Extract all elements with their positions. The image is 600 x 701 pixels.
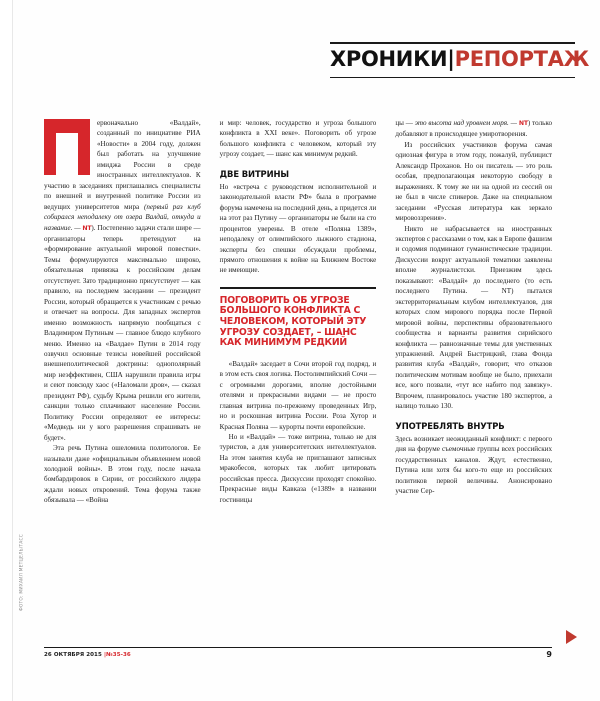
column3-paragraph-4: Здесь возникает неожиданный конфликт: с первого дня на форуме съемочные группы всех российских государственных каналов. Ждут, естественно, Путина или хотя бы кого-то еще из российских политиков первой величины. Анонсировано участие Сер- — [395, 434, 553, 495]
article-column-3 — [395, 118, 552, 636]
c3-p1-italic: это высота над уровнем моря. — — [414, 119, 519, 127]
page-number: 9 — [546, 650, 552, 659]
pull-quote-text: ПОГОВОРИТЬ ОБ УГРОЗЕ БОЛЬШОГО КОНФЛИКТА С ЧЕЛОВЕКОМ, КОТОРЫЙ ЭТУ УГРОЗУ СОЗДАЕТ, – ШАНС КАК МИНИМУМ РЕДКИЙ — [219, 294, 367, 349]
c3-p1-a: цы — — [395, 119, 415, 127]
footer-issue-line — [44, 652, 131, 658]
masthead-section-chronicles: ХРОНИКИ — [330, 47, 448, 71]
column2-paragraph-1: и мир: человек, государство и угроза большого конфликта в XXI веке». Поговорить об угрозе большого конфликта с человеком, который эту угрозу создает, — шанс как минимум редкий. — [219, 119, 377, 159]
c1-p1-italic: (первый раз клуб собирался неподалеку от озера Валдай, откуда и название. — — [44, 202, 201, 232]
c1-p1-b: ). Постепенно задачи стали шире — организаторы теперь претендуют на «формирование актуальной мировой повестки». Темы формулируются максимально широко, обязательная привязка к российским делам отсутствует. Зато традиционно присутствует — как правило, на последнем заседании — президент России, который обращается к участникам с речью и отвечает на вопросы. Для западных экспертов именно возможность напрямую пообщаться с Владимиром Путиным — главное блюдо клубного меню. Именно на «Валдае» Путин в 2014 году озвучил основные тезисы новейшей российской внешнеполитической доктрины: однополярный мир неэффективен, США нарушили правила игры и сеют повсюду хаос («Наломали дров», — сказал президент РФ), судьбу Крыма решили его жители, санкции только сплачивают население России. Политику России определяют ее интересы: «Медведь ни у кого разрешения спрашивать не будет». — [44, 223, 201, 442]
footer-rule — [44, 647, 552, 648]
masthead-separator: | — [447, 47, 455, 71]
masthead-rule-bottom — [330, 77, 575, 78]
nt-marker: NT — [82, 224, 92, 232]
dropcap-wrapper — [44, 118, 201, 443]
dropcap-letter-p — [44, 119, 90, 175]
article-columns — [44, 118, 552, 636]
c1-p1-a: ервоначально «Валдай», созданный по инициативе РИА «Новости» в 2004 году, должен был работать на улучшение имиджа России в среде иностранных интеллектуалов. К участию в заседаниях приглашались специалисты по внешней и внутренней политике России из ведущих университетов мира — [44, 119, 201, 211]
pull-quote-rule — [220, 287, 377, 289]
column2-paragraph-3: «Валдай» заседает в Сочи второй год подряд, и в этом есть своя логика. Постолимпийский Сочи — с огромными дорогами, вполне достойными отелями и прекрасными видами — не просто главная витрина по-прежнему проведенных Игр, но и роскошная витрина России. Роза Хутор и Красная Поляна — курорты почти европейские. — [219, 359, 377, 431]
footer-separator: | — [103, 652, 107, 658]
nt-marker-2: NT — [518, 120, 528, 127]
next-page-arrow-icon — [566, 630, 577, 644]
column3-paragraph-1 — [395, 118, 552, 140]
spine-divider — [12, 0, 13, 701]
article-column-2 — [220, 118, 377, 636]
c3-p1-b: ) только добавляют в происходящее умиротворения. — [395, 119, 553, 139]
photo-credit: ФОТО: МИХАИЛ МЕТЦЕЛЬ/ТАСС — [19, 533, 25, 612]
subheading-upotreblyat-vnutr: УПОТРЕБЛЯТЬ ВНУТРЬ — [395, 420, 505, 431]
column3-paragraph-3: Никто не набрасывается на иностранных экспертов с рассказами о том, как в Европе фашизм и содомия подминают гуманистические традиции. Дискуссии вокруг актуальной тематики заявлены вполне журналистски. Приезжим здесь показывают: «Валдай» до последнего (то есть последнего Путина. — NT) пытался экстерриториальным клубом интеллектуалов, для которых слом мирового порядка после Первой мировой войны, перспективы образовательного сообщества и варианты развития сирийского конфликта — равнозначные темы для умственных упражнений. Андрей Быстрицкий, глава Фонда развития клуба «Валдай», говорит, что отказов политическим мотивам вообще не было, приехали все, кого позвали, «тут все набито под завязку». Впрочем, планировалось участие 180 экспертов, а налицо только 130. — [395, 224, 553, 411]
column2-paragraph-4: Но и «Валдай» — тоже витрина, только не для туристов, а для университетских интеллектуалов. На этом занятия клуба не приглашают записных мракобесов, которых так любит цитировать российская пресса. Дискуссии проходят спокойно. Прекрасные виды Кавказа («1389» в названии гостиницы — [219, 433, 377, 504]
pull-quote — [220, 287, 377, 349]
masthead — [330, 42, 590, 78]
column3-paragraph-2: Из российских участников форума самая одиозная фигура в этом году, пожалуй, публицист Александр Проханов. Но он писатель — это роль особая, предполагающая некоторую свободу в выражениях. К тому же ни на одной из сессий он не был в числе спикеров. Даже на специальном заседании «Русская литература как зеркало мировоззрения». — [395, 140, 553, 223]
masthead-section-report: РЕПОРТАЖ — [454, 47, 590, 71]
article-column-1 — [44, 118, 201, 636]
column2-paragraph-2: Но «встреча с руководством исполнительной и законодательной власти РФ» была в программе форума намечена на последний день, а придется ли на этот раз Путину — организаторы не были на сто процентов уверены. В отеле «Поляна 1389», неподалеку от олимпийского лыжного стадиона, эксперты без спешки обсуждали проблемы, прямого отношения к войне на Ближнем Востоке не имеющие. — [219, 182, 377, 275]
footer-date: 26 ОКТЯБРЯ 2015 — [44, 652, 102, 658]
masthead-title — [330, 44, 590, 74]
column1-paragraph-2: Эта речь Путина ошеломила политологов. Ее называли даже «официальным объявлением новой холодной войны». В этом году, после начала бомбардировок в Сирии, от российского лидера ждали новых откровений. Тема форума также обязывала — «Война — [44, 444, 201, 505]
subheading-dve-vitriny: ДВЕ ВИТРИНЫ — [219, 168, 289, 179]
footer-issue-number: №35-36 — [106, 652, 131, 658]
